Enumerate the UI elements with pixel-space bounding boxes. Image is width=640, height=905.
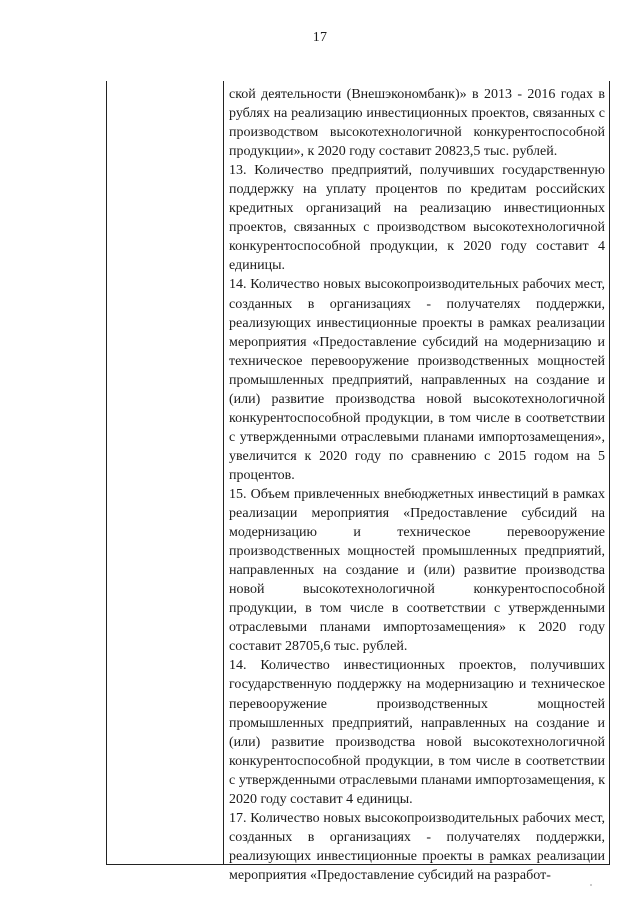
paragraph-text: Количество предприятий, получивших государственную поддержку на уплату процентов по кредитам российских кредитных организаций на реализацию инвестиционных проектов, связанных с производством высокотехнологичной конкурентоспособной продукции, к 2020 году составит 4 единицы.	[229, 163, 605, 274]
scan-artifact-dot	[590, 884, 592, 886]
paragraph-text: Количество инвестиционных проектов, получивших государственную поддержку на модернизацию и техническое перевооружение производственных мощностей промышленных предприятий, направленных на создание и (или) развитие производства новой высокотехнологичной конкурентоспособной продукции, в том числе в соответствии с утвержденными отраслевыми планами импортозамещения, к 2020 году составит 4 единицы.	[229, 658, 605, 807]
page-number: 17	[312, 30, 328, 45]
paragraph-continuation	[229, 85, 605, 161]
paragraph-text: Количество новых высокопроизводительных рабочих мест, созданных в организациях - получателях поддержки, реализующих инвестиционные проекты в рамках реализации мероприятия «Предоставление субсидий на модернизацию и техническое перевооружение производственных мощностей промышленных предприятий, направленных на создание и (или) развитие производства новой высокотехнологичной конкурентоспособной продукции, в том числе в соответствии с утвержденными отраслевыми планами импортозамещения», увеличится к 2020 году по сравнению с 2015 годом на 5 процентов.	[229, 277, 605, 483]
paragraph-number: 17.	[229, 810, 247, 826]
table-left-column	[107, 81, 224, 864]
document-table	[106, 81, 610, 883]
paragraph-number: 14.	[229, 277, 247, 293]
paragraph-number: 14.	[229, 658, 247, 674]
paragraph-text: Количество новых высокопроизводительных рабочих мест, созданных в организациях - получателях поддержки, реализующих инвестиционные проекты в рамках реализации мероприятия «Предоставление субсидий на разработ-	[229, 810, 605, 883]
paragraph-item-17	[229, 809, 605, 885]
paragraph-text: Объем привлеченных внебюджетных инвестиций в рамках реализации мероприятия «Предоставление субсидий на модернизацию и техническое перевооружение производственных мощностей промышленных предприятий, направленных на создание и (или) развитие производства новой высокотехнологичной конкурентоспособной продукции, в том числе в соответствии с утвержденными отраслевыми планами импортозамещения» к 2020 году составит 28705,6 тыс. рублей.	[229, 486, 606, 655]
paragraph-item-15	[229, 485, 605, 656]
paragraph-number: 15.	[229, 486, 247, 502]
table-right-column	[224, 81, 609, 883]
paragraph-number: 13.	[229, 163, 247, 179]
paragraph-text: ской деятельности (Внешэкономбанк)» в 2013 - 2016 годах в рублях на реализацию инвестиционных проектов, связанных с производством высокотехнологичной конкурентоспособной продукции», к 2020 году составит 20823,5 тыс. рублей.	[229, 87, 605, 160]
paragraph-item-14	[229, 275, 605, 485]
paragraph-item-13	[229, 161, 605, 275]
paragraph-item-14b	[229, 656, 605, 808]
